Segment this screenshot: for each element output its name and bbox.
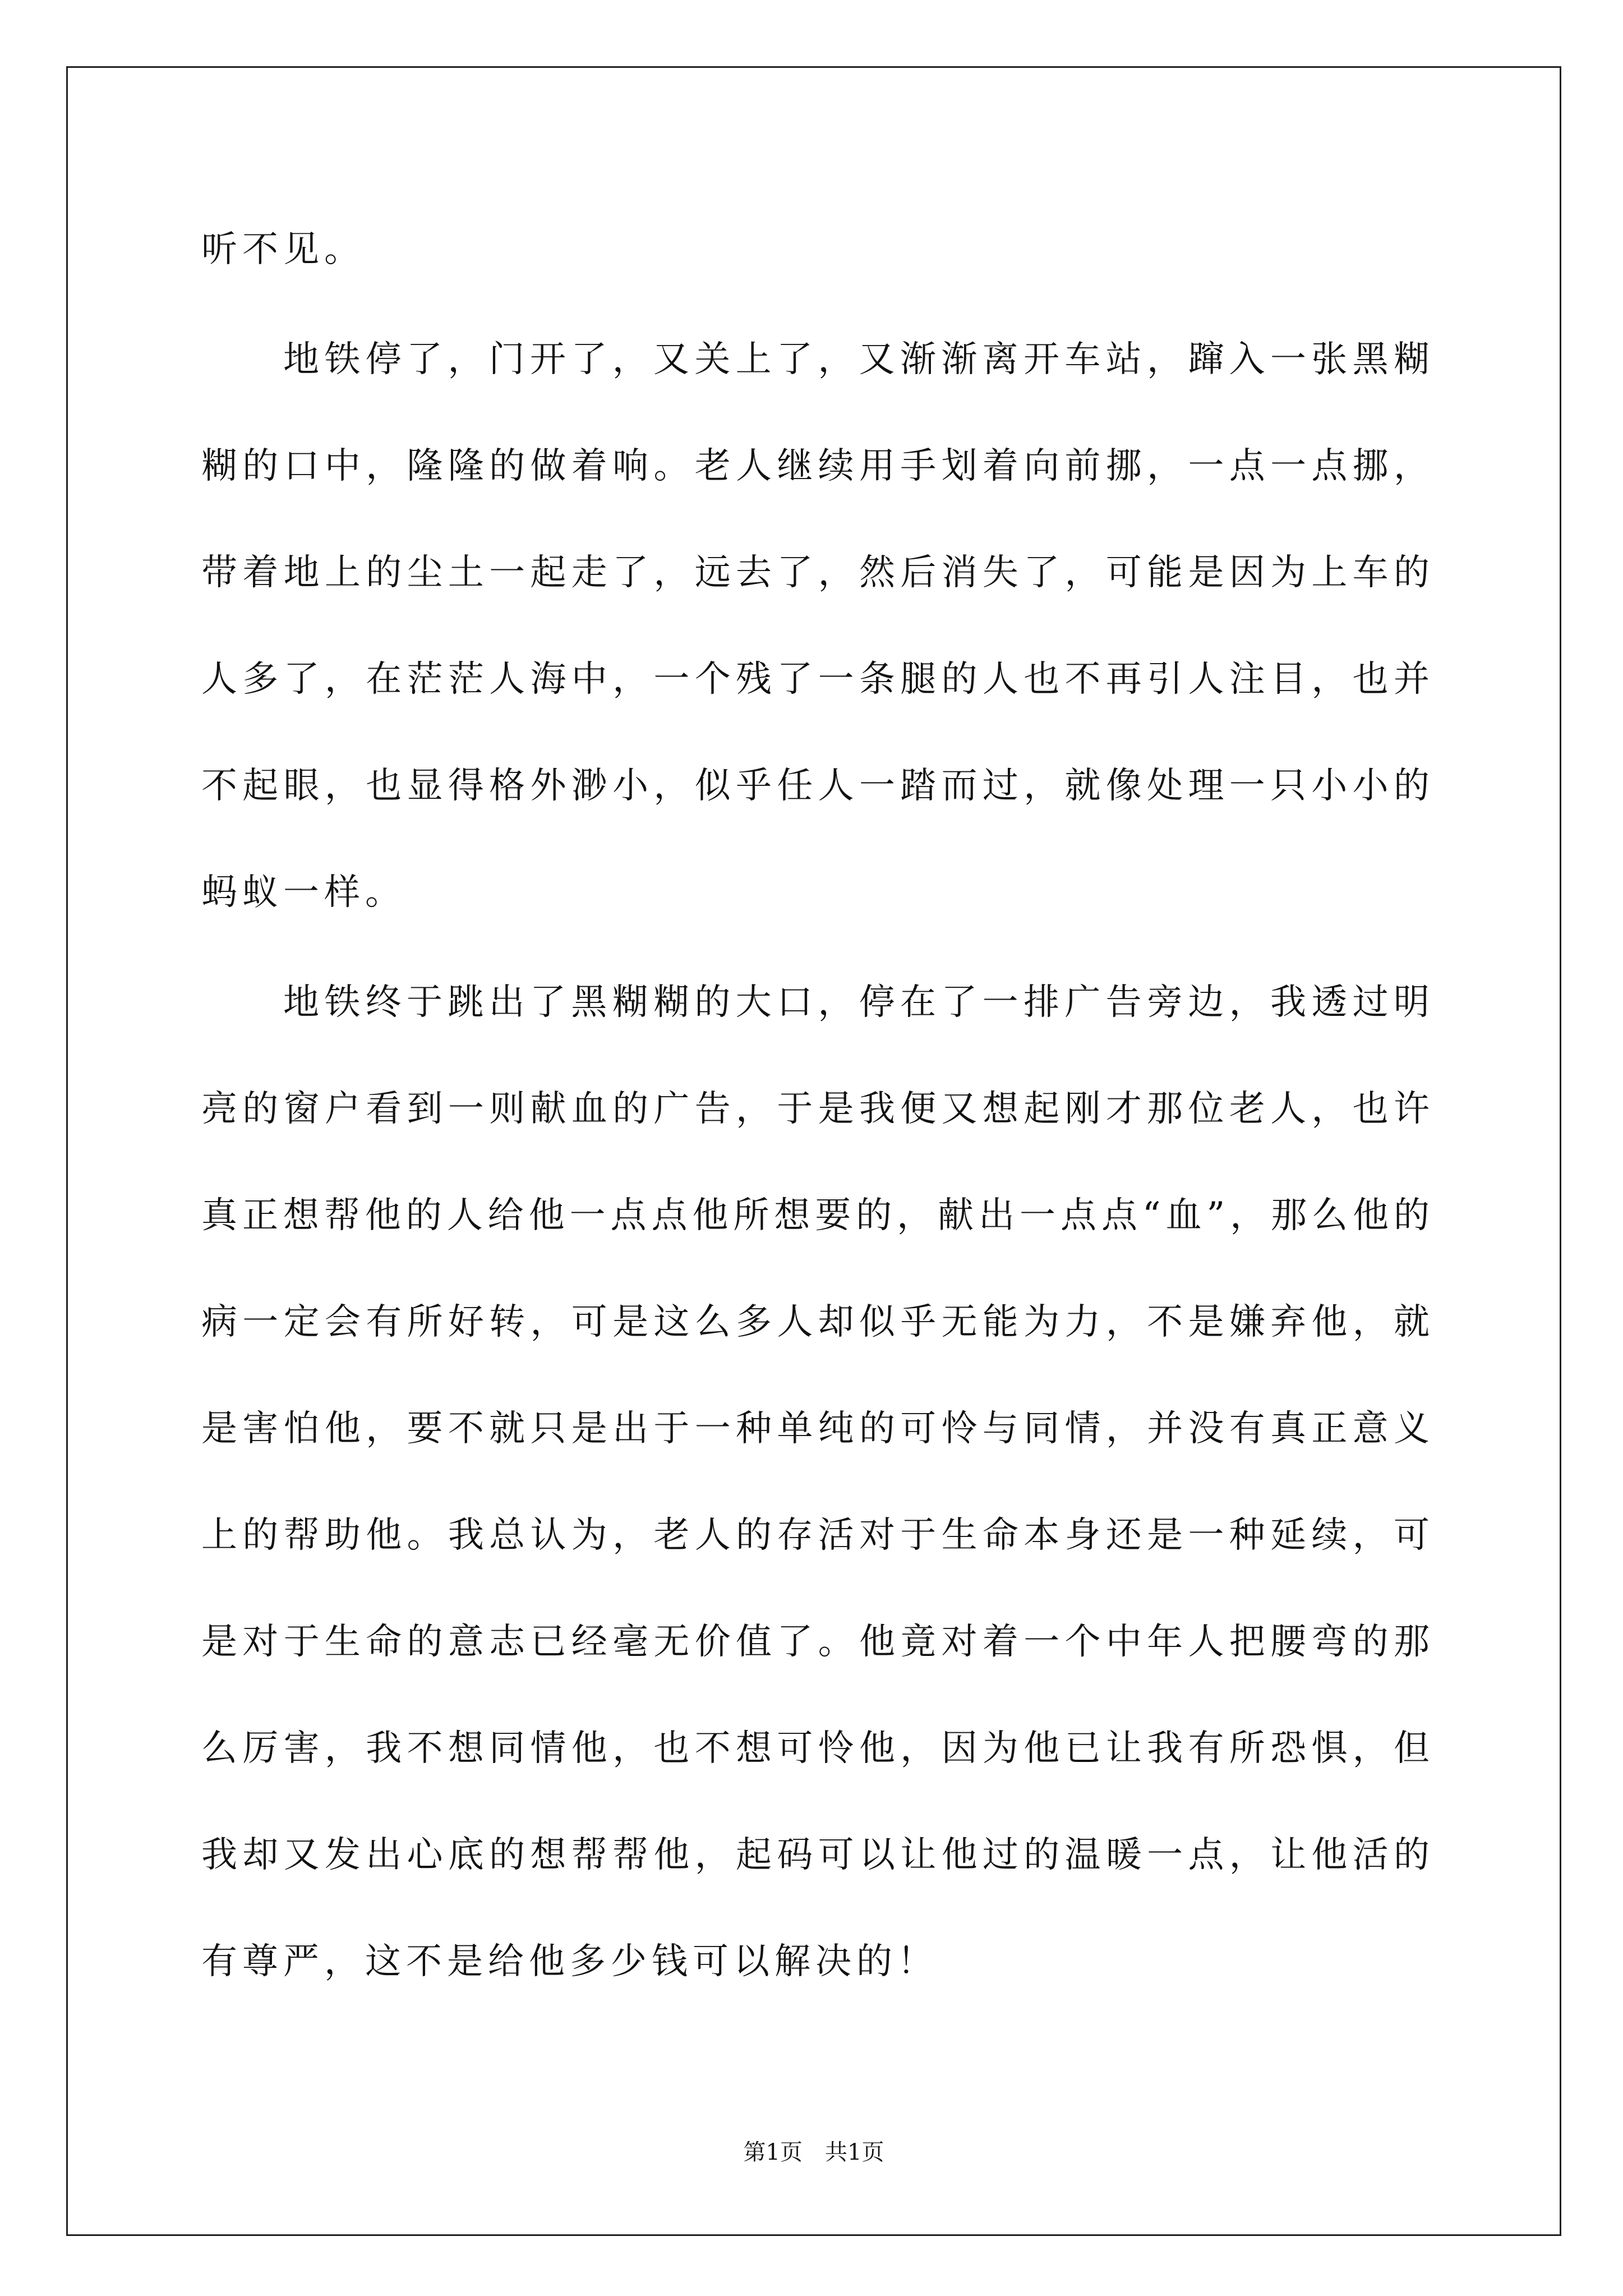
- text-line: 地铁停了，门开了，又关上了，又渐渐离开车站，蹿入一张黑糊: [283, 339, 1430, 380]
- paragraph: [201, 196, 1430, 303]
- text-line: 我却又发出心底的想帮帮他，起码可以让他过的温暖一点，让他活的: [201, 1834, 1430, 1876]
- text-line: 人多了，在茫茫人海中，一个残了一条腿的人也不再引人注目，也并: [201, 659, 1430, 700]
- text-line: 有尊严，这不是给他多少钱可以解决的！: [201, 1941, 938, 1982]
- text-line: 上的帮助他。我总认为，老人的存活对于生命本身还是一种延续，可: [201, 1515, 1430, 1556]
- text-line: 是害怕他，要不就只是出于一种单纯的可怜与同情，并没有真正意义: [201, 1408, 1430, 1450]
- page-number-footer: 第1页 共1页: [743, 2139, 884, 2165]
- text-line: 听不见。: [201, 229, 365, 270]
- text-line: 不起眼，也显得格外渺小，似乎任人一踏而过，就像处理一只小小的: [201, 765, 1430, 807]
- text-line: 蚂蚁一样。: [201, 872, 406, 913]
- text-line: 地铁终于跳出了黑糊糊的大口，停在了一排广告旁边，我透过明: [283, 982, 1430, 1023]
- text-line: 亮的窗户看到一则献血的广告，于是我便又想起刚才那位老人，也许: [201, 1088, 1430, 1130]
- paragraph: [201, 306, 1430, 946]
- text-line: 病一定会有所好转，可是这么多人却似乎无能为力，不是嫌弃他，就: [201, 1301, 1430, 1343]
- document-body: [201, 196, 1430, 2015]
- text-line: 是对于生命的意志已经毫无价值了。他竟对着一个中年人把腰弯的那: [201, 1621, 1430, 1663]
- paragraph: [201, 949, 1430, 2015]
- text-line: 带着地上的尘土一起走了，远去了，然后消失了，可能是因为上车的: [201, 552, 1430, 593]
- text-line: 么厉害，我不想同情他，也不想可怜他，因为他已让我有所恐惧，但: [201, 1728, 1430, 1769]
- text-line: 糊的口中，隆隆的做着响。老人继续用手划着向前挪，一点一点挪，: [201, 445, 1430, 487]
- text-line: 真正想帮他的人给他一点点他所想要的，献出一点点“血”，那么他的: [201, 1195, 1430, 1236]
